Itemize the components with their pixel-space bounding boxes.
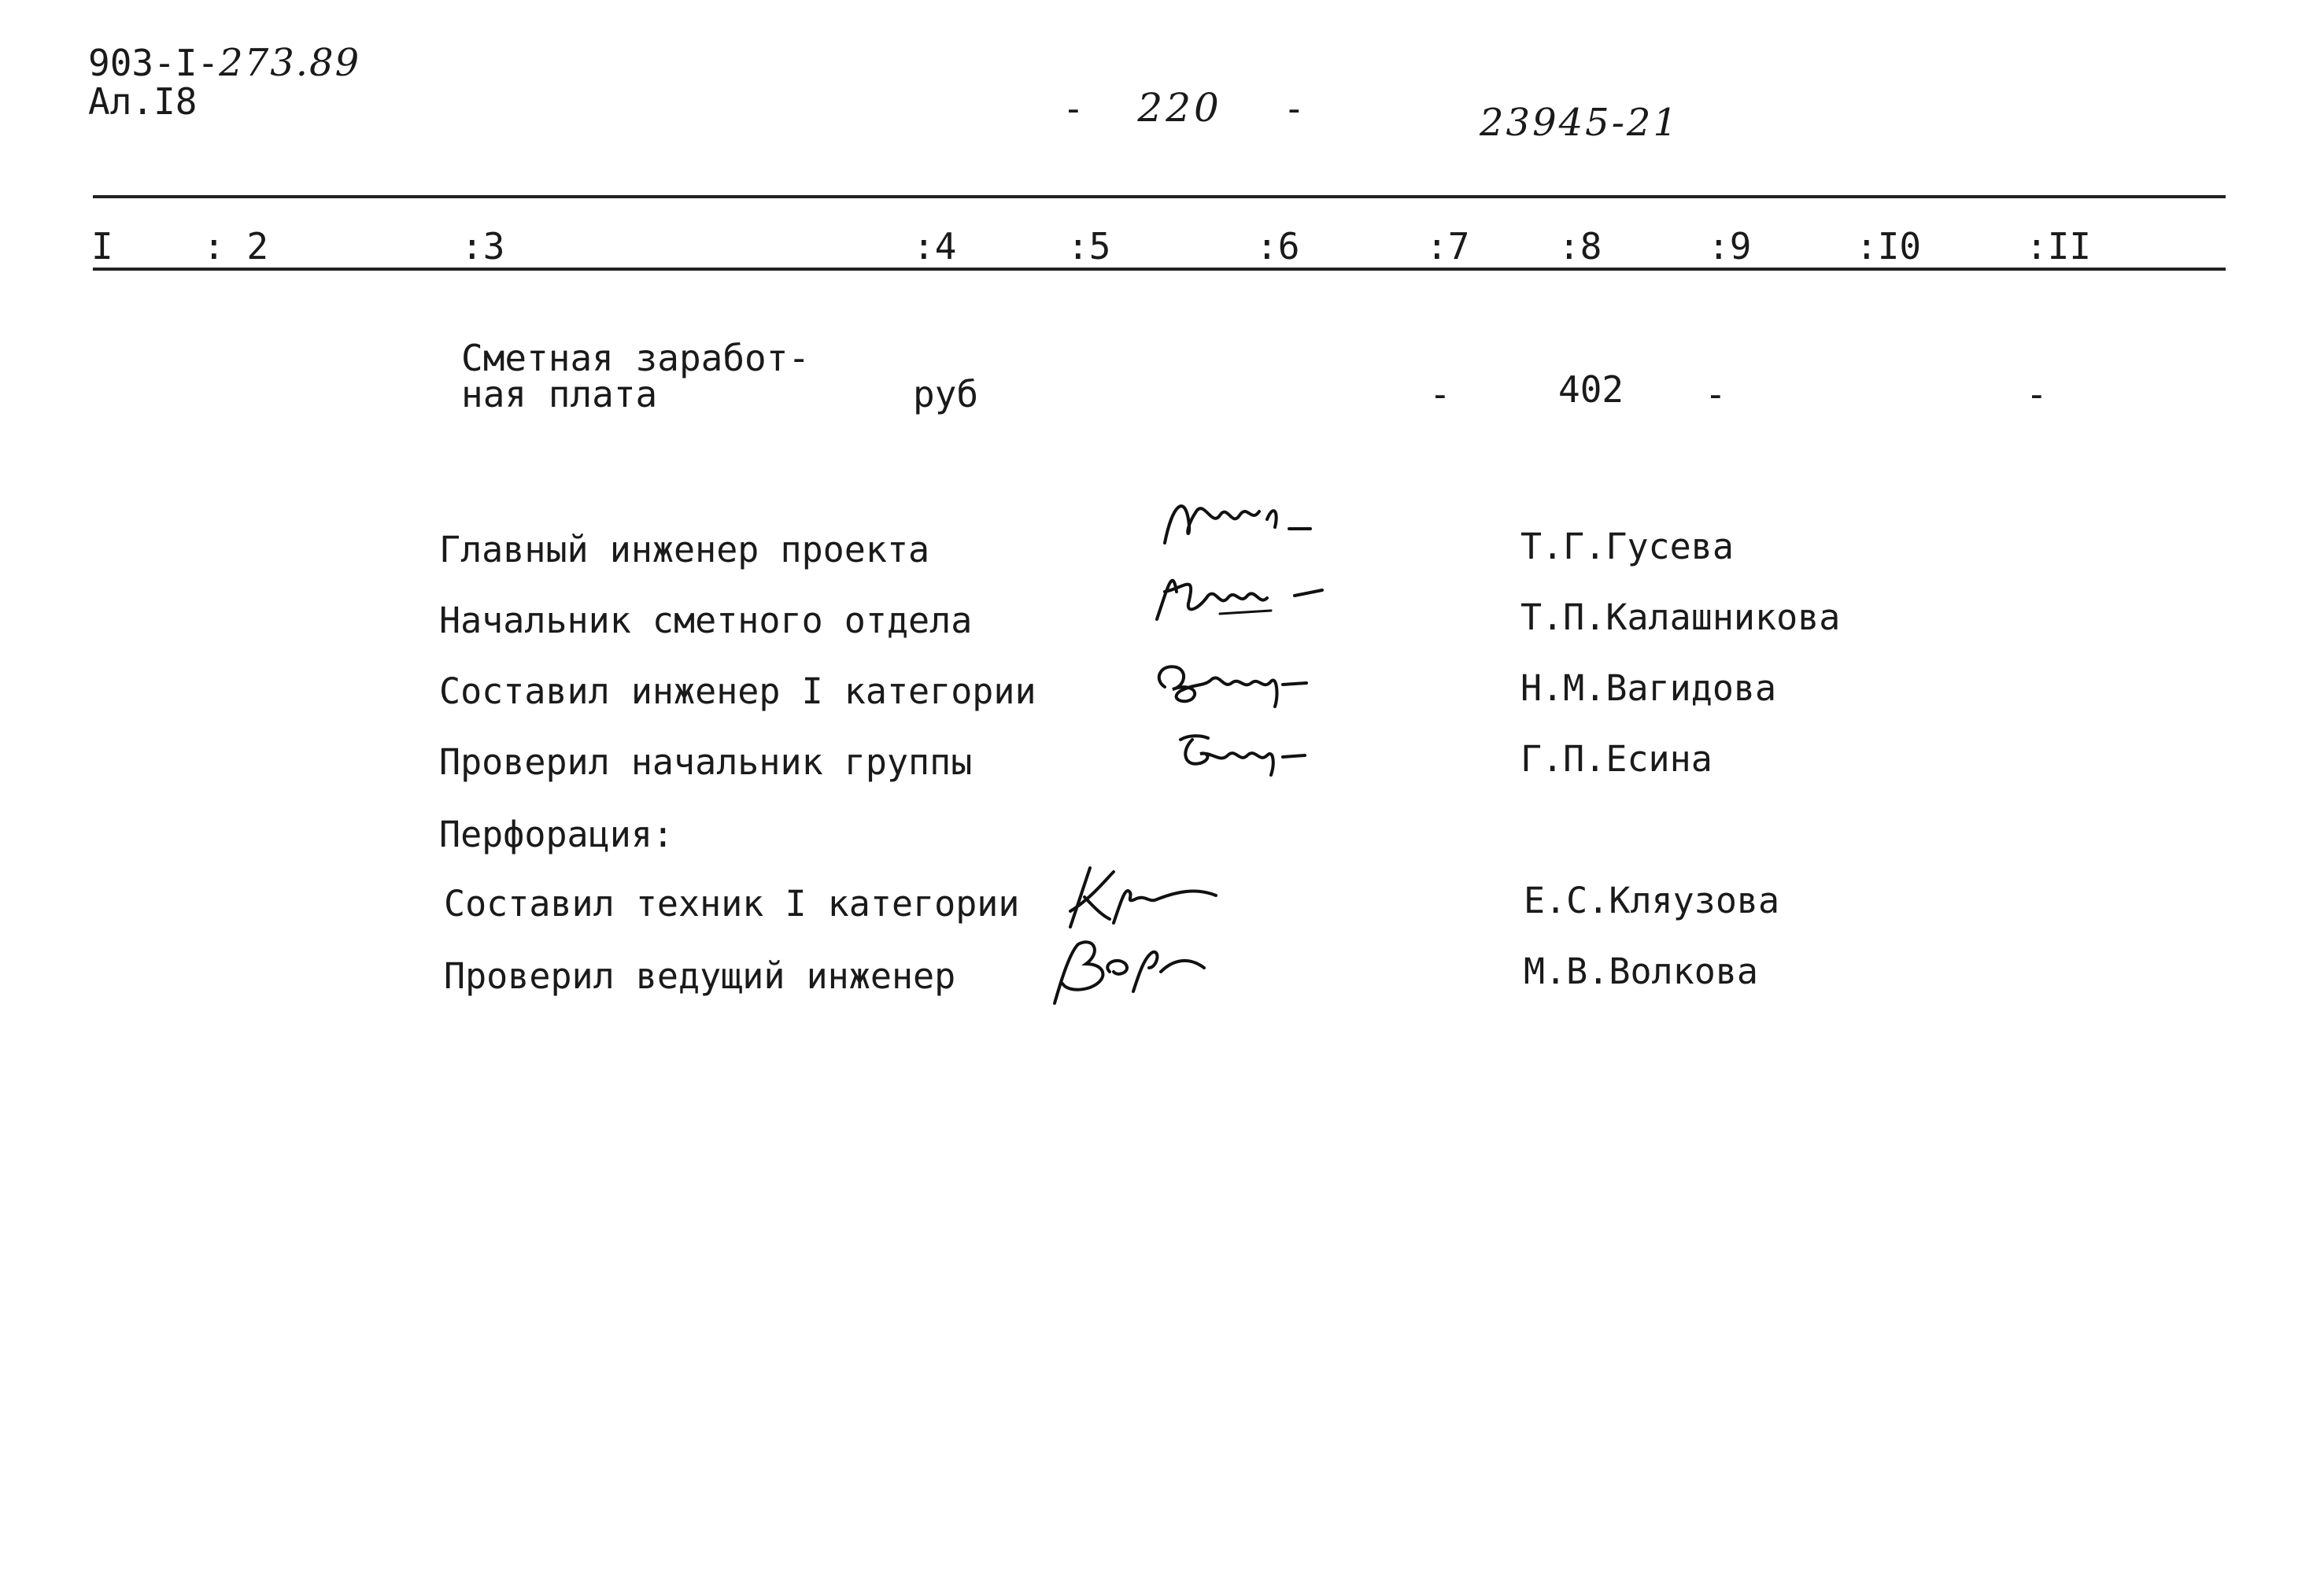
column-header-9: :9 bbox=[1708, 225, 1752, 268]
page-number-suffix: - bbox=[1283, 87, 1306, 130]
page-number bbox=[1062, 85, 1305, 131]
signature-title-group-head: Проверил начальник группы bbox=[439, 741, 973, 783]
signature-title-estimate-head: Начальник сметного отдела bbox=[439, 600, 973, 641]
table-top-rule bbox=[93, 195, 2226, 198]
signature-name-lead-engineer: М.В.Волкова bbox=[1524, 951, 1759, 992]
signature-title-chief-engineer: Главный инженер проекта bbox=[439, 529, 930, 570]
perforation-heading: Перфорация: bbox=[439, 814, 674, 855]
column-header-11: :II bbox=[2026, 225, 2092, 268]
row-col7-value: - bbox=[1429, 373, 1451, 415]
signature-name-group-head: Г.П.Есина bbox=[1520, 738, 1713, 780]
row-name-line2: ная плата bbox=[461, 373, 658, 415]
handwritten-signature-3 bbox=[1141, 644, 1346, 714]
handwritten-signature-1 bbox=[1149, 488, 1322, 559]
table-header-rule bbox=[93, 268, 2226, 271]
document-code-prefix: 903-I- bbox=[88, 42, 220, 84]
signature-title-compiled-engineer: Составил инженер I категории bbox=[439, 670, 1036, 712]
handwritten-signature-5 bbox=[1047, 856, 1236, 935]
column-header-8: :8 bbox=[1558, 225, 1602, 268]
column-header-2: : 2 bbox=[203, 225, 269, 268]
signature-name-estimate-head: Т.П.Калашникова bbox=[1520, 596, 1841, 638]
document-code-handwritten: 273.89 bbox=[219, 41, 361, 85]
column-header-10: :I0 bbox=[1856, 225, 1922, 268]
column-header-1: I bbox=[91, 225, 113, 268]
signature-name-compiled-engineer: Н.М.Вагидова bbox=[1520, 667, 1777, 709]
row-unit: руб bbox=[913, 373, 979, 415]
signature-title-lead-engineer: Проверил ведущий инженер bbox=[444, 955, 956, 997]
signature-title-perforation-technician: Составил техник I категории bbox=[444, 883, 1020, 925]
archive-number: 23945-21 bbox=[1480, 101, 1679, 145]
handwritten-signature-2 bbox=[1141, 560, 1346, 631]
document-code bbox=[88, 41, 360, 85]
page-number-prefix: - bbox=[1062, 87, 1084, 130]
signature-name-perforation-technician: Е.С.Кляузова bbox=[1524, 880, 1780, 921]
column-header-3: :3 bbox=[461, 225, 505, 268]
column-header-5: :5 bbox=[1067, 225, 1111, 268]
row-col9-value: - bbox=[1705, 373, 1727, 415]
row-col11-value: - bbox=[2026, 373, 2048, 415]
handwritten-signature-4 bbox=[1165, 716, 1338, 787]
sheet-label: Ал.I8 bbox=[88, 80, 198, 123]
row-col8-value: 402 bbox=[1558, 368, 1624, 411]
column-header-7: :7 bbox=[1426, 225, 1470, 268]
row-name-line1: Сметная заработ- bbox=[461, 337, 811, 379]
column-header-6: :6 bbox=[1256, 225, 1300, 268]
page-number-value: 220 bbox=[1137, 85, 1222, 131]
handwritten-signature-6 bbox=[1015, 928, 1220, 1007]
column-header-4: :4 bbox=[913, 225, 957, 268]
signature-name-chief-engineer: Т.Г.Гусева bbox=[1520, 526, 1734, 567]
